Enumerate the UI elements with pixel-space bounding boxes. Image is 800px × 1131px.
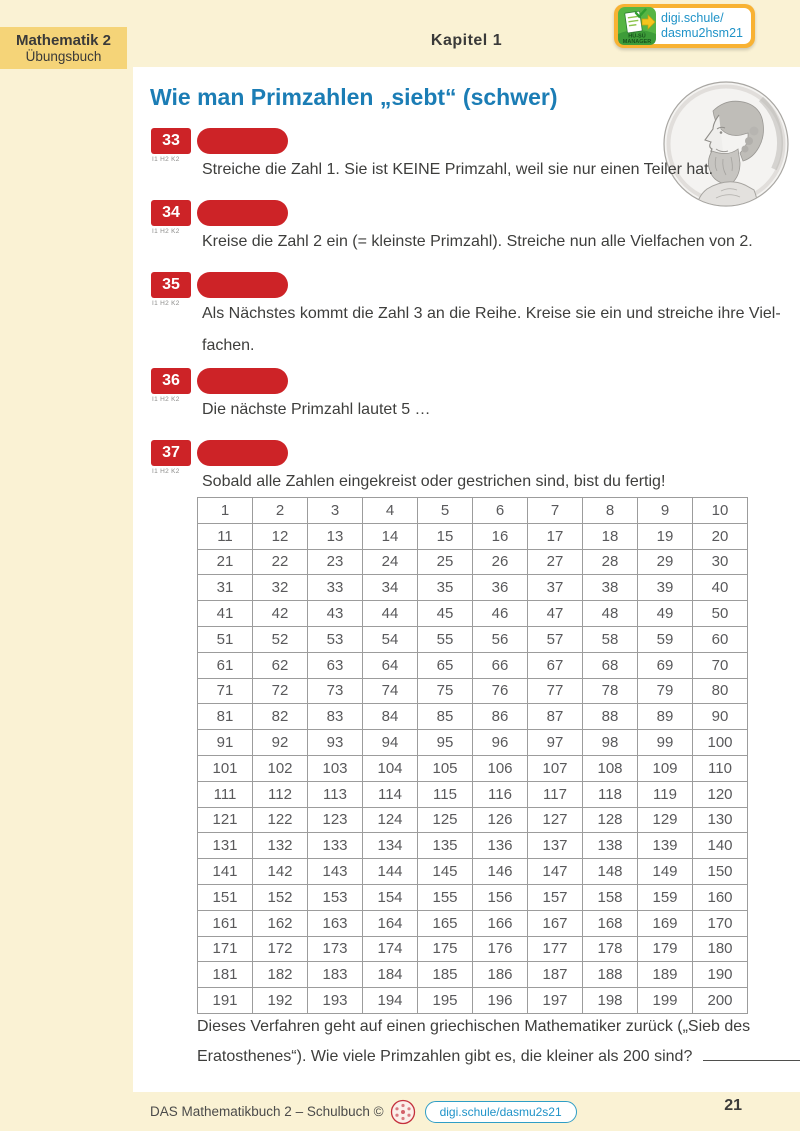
number-cell: 142 (253, 859, 308, 885)
number-cell: 148 (583, 859, 638, 885)
number-cell: 178 (583, 936, 638, 962)
exercise-text-line: Als Nächstes kommt die Zahl 3 an die Reihe. Kreise sie ein und streiche ihre Viel- (202, 305, 781, 322)
table-row (198, 781, 748, 807)
number-cell: 75 (418, 678, 473, 704)
number-cell: 134 (363, 833, 418, 859)
number-cell: 122 (253, 807, 308, 833)
table-row (198, 988, 748, 1014)
exercise-tag-pill (197, 200, 288, 226)
number-cell: 73 (308, 678, 363, 704)
number-cell: 41 (198, 601, 253, 627)
table-row (198, 601, 748, 627)
number-cell: 50 (693, 601, 748, 627)
number-cell: 102 (253, 755, 308, 781)
book-label-box (0, 27, 127, 69)
number-cell: 22 (253, 549, 308, 575)
number-cell: 16 (473, 523, 528, 549)
digi-link-text: digi.schule/dasmu2s21 (439, 1104, 562, 1119)
table-row (198, 730, 748, 756)
table-row (198, 807, 748, 833)
hue-sue-manager-badge[interactable] (614, 4, 755, 48)
digi-link-text (661, 11, 743, 41)
competence-code: I1 H2 K2 (152, 396, 180, 403)
number-cell: 20 (693, 523, 748, 549)
number-cell: 176 (473, 936, 528, 962)
number-cell: 185 (418, 962, 473, 988)
table-row (198, 498, 748, 524)
number-cell: 160 (693, 884, 748, 910)
number-cell: 106 (473, 755, 528, 781)
number-cell: 94 (363, 730, 418, 756)
number-cell: 98 (583, 730, 638, 756)
number-cell: 33 (308, 575, 363, 601)
number-cell: 184 (363, 962, 418, 988)
exercise-text (202, 298, 781, 362)
number-cell: 144 (363, 859, 418, 885)
number-cell: 12 (253, 523, 308, 549)
number-cell: 200 (693, 988, 748, 1014)
competence-code: I1 H2 K2 (152, 228, 180, 235)
number-cell: 47 (528, 601, 583, 627)
table-row (198, 859, 748, 885)
number-cell: 85 (418, 704, 473, 730)
number-cell: 64 (363, 652, 418, 678)
number-cell: 8 (583, 498, 638, 524)
number-cell: 26 (473, 549, 528, 575)
number-cell: 181 (198, 962, 253, 988)
number-cell: 172 (253, 936, 308, 962)
number-cell: 69 (638, 652, 693, 678)
number-cell: 161 (198, 910, 253, 936)
number-cell: 135 (418, 833, 473, 859)
number-cell: 115 (418, 781, 473, 807)
number-cell: 48 (583, 601, 638, 627)
number-cell: 38 (583, 575, 638, 601)
hue-sue-manager-icon (618, 7, 656, 45)
number-cell: 92 (253, 730, 308, 756)
number-cell: 153 (308, 884, 363, 910)
publisher-seal-logo (390, 1099, 416, 1125)
number-cell: 104 (363, 755, 418, 781)
exercise-text-line: fachen. (202, 337, 255, 354)
number-cell: 67 (528, 652, 583, 678)
number-cell: 2 (253, 498, 308, 524)
closing-question: Eratosthenes“). Wie viele Primzahlen gibt es, die kleiner als 200 sind? (197, 1048, 693, 1065)
table-row (198, 626, 748, 652)
number-cell: 40 (693, 575, 748, 601)
number-cell: 52 (253, 626, 308, 652)
number-cell: 195 (418, 988, 473, 1014)
number-cell: 173 (308, 936, 363, 962)
number-cell: 15 (418, 523, 473, 549)
number-cell: 71 (198, 678, 253, 704)
table-row (198, 755, 748, 781)
number-cell: 175 (418, 936, 473, 962)
competence-code: I1 H2 K2 (152, 468, 180, 475)
number-cell: 177 (528, 936, 583, 962)
imprint-text: DAS Mathematikbuch 2 – Schulbuch © (150, 1104, 384, 1119)
number-cell: 91 (198, 730, 253, 756)
number-cell: 77 (528, 678, 583, 704)
number-cell: 34 (363, 575, 418, 601)
number-cell: 86 (473, 704, 528, 730)
number-cell: 13 (308, 523, 363, 549)
number-cell: 63 (308, 652, 363, 678)
number-grid-body (198, 498, 748, 1014)
number-cell: 131 (198, 833, 253, 859)
digi-link-line1: digi.schule/ (661, 11, 724, 25)
number-cell: 120 (693, 781, 748, 807)
number-cell: 27 (528, 549, 583, 575)
number-cell: 183 (308, 962, 363, 988)
number-cell: 123 (308, 807, 363, 833)
number-cell: 141 (198, 859, 253, 885)
number-cell: 159 (638, 884, 693, 910)
number-cell: 192 (253, 988, 308, 1014)
number-cell: 25 (418, 549, 473, 575)
number-cell: 84 (363, 704, 418, 730)
exercise-text (202, 466, 762, 498)
number-cell: 193 (308, 988, 363, 1014)
number-cell: 119 (638, 781, 693, 807)
table-row (198, 833, 748, 859)
number-cell: 9 (638, 498, 693, 524)
number-cell: 162 (253, 910, 308, 936)
number-cell: 99 (638, 730, 693, 756)
book-subtitle: Übungsbuch (25, 49, 102, 64)
number-cell: 3 (308, 498, 363, 524)
number-cell: 79 (638, 678, 693, 704)
number-cell: 74 (363, 678, 418, 704)
number-cell: 170 (693, 910, 748, 936)
number-cell: 180 (693, 936, 748, 962)
number-cell: 152 (253, 884, 308, 910)
number-cell: 191 (198, 988, 253, 1014)
number-cell: 97 (528, 730, 583, 756)
closing-text (197, 1012, 777, 1072)
number-cell: 32 (253, 575, 308, 601)
number-cell: 121 (198, 807, 253, 833)
number-cell: 146 (473, 859, 528, 885)
number-cell: 125 (418, 807, 473, 833)
number-cell: 147 (528, 859, 583, 885)
number-cell: 137 (528, 833, 583, 859)
number-cell: 60 (693, 626, 748, 652)
number-cell: 156 (473, 884, 528, 910)
number-cell: 124 (363, 807, 418, 833)
answer-blank-line (703, 1058, 800, 1061)
number-cell: 114 (363, 781, 418, 807)
number-cell: 126 (473, 807, 528, 833)
number-cell: 140 (693, 833, 748, 859)
exercise-number-badge: 35 (151, 272, 191, 298)
number-cell: 198 (583, 988, 638, 1014)
number-cell: 65 (418, 652, 473, 678)
number-cell: 70 (693, 652, 748, 678)
number-cell: 110 (693, 755, 748, 781)
number-cell: 46 (473, 601, 528, 627)
number-cell: 4 (363, 498, 418, 524)
table-row (198, 678, 748, 704)
number-cell: 5 (418, 498, 473, 524)
number-cell: 166 (473, 910, 528, 936)
number-cell: 35 (418, 575, 473, 601)
number-cell: 88 (583, 704, 638, 730)
exercise-text-line: Die nächste Primzahl lautet 5 … (202, 401, 431, 418)
exercise-text-line: Kreise die Zahl 2 ein (= kleinste Primzahl). Streiche nun alle Vielfachen von 2. (202, 233, 753, 250)
number-cell: 95 (418, 730, 473, 756)
closing-line-1: Dieses Verfahren geht auf einen griechischen Mathematiker zurück („Sieb des (197, 1018, 751, 1035)
number-cell: 199 (638, 988, 693, 1014)
number-cell: 21 (198, 549, 253, 575)
exercise-text-line: Streiche die Zahl 1. Sie ist KEINE Primzahl, weil sie nur einen Teiler hat. (202, 161, 714, 178)
number-cell: 145 (418, 859, 473, 885)
number-cell: 168 (583, 910, 638, 936)
number-cell: 105 (418, 755, 473, 781)
number-cell: 169 (638, 910, 693, 936)
number-cell: 136 (473, 833, 528, 859)
exercise-tag-pill (197, 368, 288, 394)
number-cell: 81 (198, 704, 253, 730)
number-cell: 127 (528, 807, 583, 833)
number-cell: 196 (473, 988, 528, 1014)
table-row (198, 652, 748, 678)
chapter-title: Kapitel 1 (430, 32, 503, 49)
competence-code: I1 H2 K2 (152, 156, 180, 163)
number-cell: 116 (473, 781, 528, 807)
number-cell: 187 (528, 962, 583, 988)
number-cell: 164 (363, 910, 418, 936)
footer (150, 1092, 577, 1131)
number-cell: 117 (528, 781, 583, 807)
number-cell: 53 (308, 626, 363, 652)
number-cell: 59 (638, 626, 693, 652)
number-cell: 56 (473, 626, 528, 652)
exercise-text (202, 394, 762, 426)
number-cell: 28 (583, 549, 638, 575)
svg-text:HÜ-SÜ: HÜ-SÜ (628, 33, 646, 40)
number-cell: 62 (253, 652, 308, 678)
number-cell: 80 (693, 678, 748, 704)
number-cell: 155 (418, 884, 473, 910)
number-cell: 118 (583, 781, 638, 807)
number-cell: 154 (363, 884, 418, 910)
number-cell: 179 (638, 936, 693, 962)
number-cell: 49 (638, 601, 693, 627)
number-cell: 108 (583, 755, 638, 781)
table-row (198, 549, 748, 575)
number-cell: 143 (308, 859, 363, 885)
number-cell: 18 (583, 523, 638, 549)
table-row (198, 575, 748, 601)
page-number: 21 (724, 1097, 742, 1114)
number-cell: 103 (308, 755, 363, 781)
page-title: Wie man Primzahlen „siebt“ (schwer) (150, 84, 558, 110)
number-cell: 138 (583, 833, 638, 859)
number-cell: 188 (583, 962, 638, 988)
exercise-text-line: Sobald alle Zahlen eingekreist oder gestrichen sind, bist du fertig! (202, 473, 666, 490)
number-cell: 6 (473, 498, 528, 524)
exercise-tag-pill (197, 440, 288, 466)
number-cell: 68 (583, 652, 638, 678)
number-cell: 151 (198, 884, 253, 910)
table-row (198, 962, 748, 988)
number-cell: 139 (638, 833, 693, 859)
number-cell: 197 (528, 988, 583, 1014)
table-row (198, 910, 748, 936)
exercise-text (202, 154, 762, 186)
number-cell: 14 (363, 523, 418, 549)
number-cell: 29 (638, 549, 693, 575)
table-row (198, 523, 748, 549)
number-cell: 112 (253, 781, 308, 807)
book-title: Mathematik 2 (15, 32, 112, 49)
number-cell: 150 (693, 859, 748, 885)
number-cell: 57 (528, 626, 583, 652)
number-cell: 45 (418, 601, 473, 627)
number-cell: 89 (638, 704, 693, 730)
svg-text:MANAGER: MANAGER (622, 39, 652, 45)
number-cell: 82 (253, 704, 308, 730)
table-row (198, 884, 748, 910)
number-cell: 19 (638, 523, 693, 549)
exercise-number-badge: 33 (151, 128, 191, 154)
number-cell: 109 (638, 755, 693, 781)
number-cell: 51 (198, 626, 253, 652)
number-cell: 93 (308, 730, 363, 756)
number-grid-table (197, 497, 748, 1014)
exercise-number-badge: 34 (151, 200, 191, 226)
number-cell: 182 (253, 962, 308, 988)
number-cell: 7 (528, 498, 583, 524)
number-cell: 100 (693, 730, 748, 756)
number-cell: 163 (308, 910, 363, 936)
number-cell: 83 (308, 704, 363, 730)
number-cell: 17 (528, 523, 583, 549)
number-cell: 165 (418, 910, 473, 936)
exercise-text (202, 226, 762, 258)
number-cell: 78 (583, 678, 638, 704)
table-row (198, 936, 748, 962)
closing-line-2 (197, 1042, 777, 1072)
number-cell: 107 (528, 755, 583, 781)
number-cell: 174 (363, 936, 418, 962)
number-cell: 39 (638, 575, 693, 601)
exercise-number-badge: 36 (151, 368, 191, 394)
number-cell: 132 (253, 833, 308, 859)
number-cell: 167 (528, 910, 583, 936)
digi-link-line2: dasmu2hsm21 (661, 26, 743, 40)
number-cell: 30 (693, 549, 748, 575)
number-cell: 54 (363, 626, 418, 652)
number-cell: 44 (363, 601, 418, 627)
digi-link-pill[interactable] (425, 1101, 577, 1123)
number-cell: 24 (363, 549, 418, 575)
number-cell: 186 (473, 962, 528, 988)
number-cell: 23 (308, 549, 363, 575)
exercise-tag-pill (197, 128, 288, 154)
number-cell: 36 (473, 575, 528, 601)
number-cell: 87 (528, 704, 583, 730)
number-cell: 113 (308, 781, 363, 807)
number-cell: 42 (253, 601, 308, 627)
number-cell: 10 (693, 498, 748, 524)
number-cell: 149 (638, 859, 693, 885)
number-cell: 76 (473, 678, 528, 704)
number-cell: 128 (583, 807, 638, 833)
number-cell: 133 (308, 833, 363, 859)
number-cell: 61 (198, 652, 253, 678)
number-cell: 129 (638, 807, 693, 833)
number-cell: 189 (638, 962, 693, 988)
number-cell: 158 (583, 884, 638, 910)
number-cell: 130 (693, 807, 748, 833)
number-cell: 43 (308, 601, 363, 627)
number-cell: 190 (693, 962, 748, 988)
number-cell: 96 (473, 730, 528, 756)
number-cell: 66 (473, 652, 528, 678)
number-cell: 58 (583, 626, 638, 652)
number-cell: 55 (418, 626, 473, 652)
exercise-number-badge: 37 (151, 440, 191, 466)
number-cell: 72 (253, 678, 308, 704)
number-cell: 111 (198, 781, 253, 807)
number-cell: 1 (198, 498, 253, 524)
number-cell: 37 (528, 575, 583, 601)
number-cell: 171 (198, 936, 253, 962)
competence-code: I1 H2 K2 (152, 300, 180, 307)
exercise-35 (0, 272, 800, 372)
number-cell: 90 (693, 704, 748, 730)
exercise-tag-pill (197, 272, 288, 298)
table-row (198, 704, 748, 730)
number-cell: 31 (198, 575, 253, 601)
number-cell: 194 (363, 988, 418, 1014)
number-cell: 101 (198, 755, 253, 781)
number-cell: 157 (528, 884, 583, 910)
number-cell: 11 (198, 523, 253, 549)
